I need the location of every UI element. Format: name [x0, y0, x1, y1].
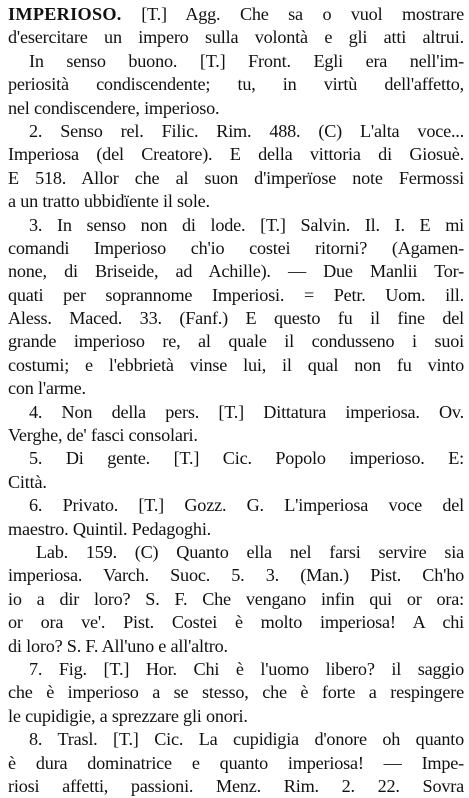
- entry-line-26: io a dir loro? S. F. Che vengano infin qui or ora:: [8, 588, 464, 609]
- entry-line-18: 4. Non della pers. [T.] Dittatura imperiosa. Ov.: [29, 401, 464, 422]
- entry-line-6: 2. Senso rel. Filic. Rim. 488. (C) L'alta voce...: [29, 120, 464, 141]
- entry-line-27: or ora ve'. Pist. Costei è molto imperiosa! A chi: [8, 612, 464, 633]
- entry-line-7: Imperiosa (del Creatore). E della vittoria di Giosuè.: [8, 144, 464, 165]
- entry-line-23: maestro. Quintil. Pedagoghi.: [8, 518, 212, 539]
- entry-line-14: Aless. Maced. 33. (Fanf.) E questo fu il fine del: [8, 308, 464, 329]
- entry-definition: [T.] Agg. Che sa o vuol mostrare: [121, 4, 464, 24]
- entry-line-9: a un tratto ubbidïente il sole.: [8, 191, 210, 212]
- entry-line-25: imperiosa. Varch. Suoc. 5. 3. (Man.) Pist. Ch'ho: [8, 565, 464, 586]
- entry-line-19: Verghe, de' fasci consolari.: [8, 425, 198, 446]
- entry-line-32: 8. Trasl. [T.] Cic. La cupidigia d'onore oh quanto: [29, 729, 464, 750]
- entry-line-22: 6. Privato. [T.] Gozz. G. L'imperiosa voce del: [29, 495, 464, 516]
- entry-line-24: Lab. 159. (C) Quanto ella nel farsi servire sia: [36, 541, 464, 562]
- entry-line-16: costumi; e l'ebbrietà vinse lui, il qual non fu vinto: [8, 354, 464, 375]
- entry-line-21: Città.: [8, 471, 47, 492]
- entry-line-12: none, di Briseide, ad Achille). — Due Manlii Tor-: [8, 261, 464, 282]
- entry-line-17: con l'arme.: [8, 378, 86, 399]
- entry-line-4: periosità condiscendente; tu, in virtù dell'affetto,: [8, 74, 464, 95]
- entry-line-20: 5. Di gente. [T.] Cic. Popolo imperioso. E:: [29, 448, 464, 469]
- entry-line-8: E 518. Allor che al suon d'imperïose note Fermossi: [8, 167, 464, 188]
- entry-line-34: riosi affetti, passioni. Menz. Rim. 2. 22. Sovra: [8, 775, 464, 796]
- entry-line-10: 3. In senso non di lode. [T.] Salvin. Il. I. E mi: [29, 214, 464, 235]
- headword: IMPERIOSO.: [8, 4, 122, 24]
- entry-line-33: è dura dominatrice e quanto imperiosa! — Impe-: [8, 752, 464, 773]
- entry-line-31: le cupidigie, a sprezzare gli onori.: [8, 705, 248, 726]
- entry-line-11: comandi Imperioso ch'io costei ritorni? (Agamen-: [8, 237, 464, 258]
- entry-line-2: d'esercitare un impero sulla volontà e gli atti altrui.: [8, 27, 464, 48]
- entry-line-29: 7. Fig. [T.] Hor. Chi è l'uomo libero? il saggio: [29, 658, 464, 679]
- entry-line-13: quati per soprannome Imperiosi. = Petr. Uom. ill.: [8, 284, 464, 305]
- entry-line-3: In senso buono. [T.] Front. Egli era nell'im-: [29, 50, 464, 71]
- entry-line-30: che è imperioso a se stesso, che è forte a respingere: [8, 682, 464, 703]
- dictionary-entry: [8, 3, 464, 798]
- entry-line-1: [8, 3, 464, 26]
- entry-line-5: nel condiscendere, imperioso.: [8, 97, 220, 118]
- entry-line-28: di loro? S. F. All'uno e all'altro.: [8, 635, 228, 656]
- entry-line-15: grande imperioso re, al quale il condusseno i suoi: [8, 331, 464, 352]
